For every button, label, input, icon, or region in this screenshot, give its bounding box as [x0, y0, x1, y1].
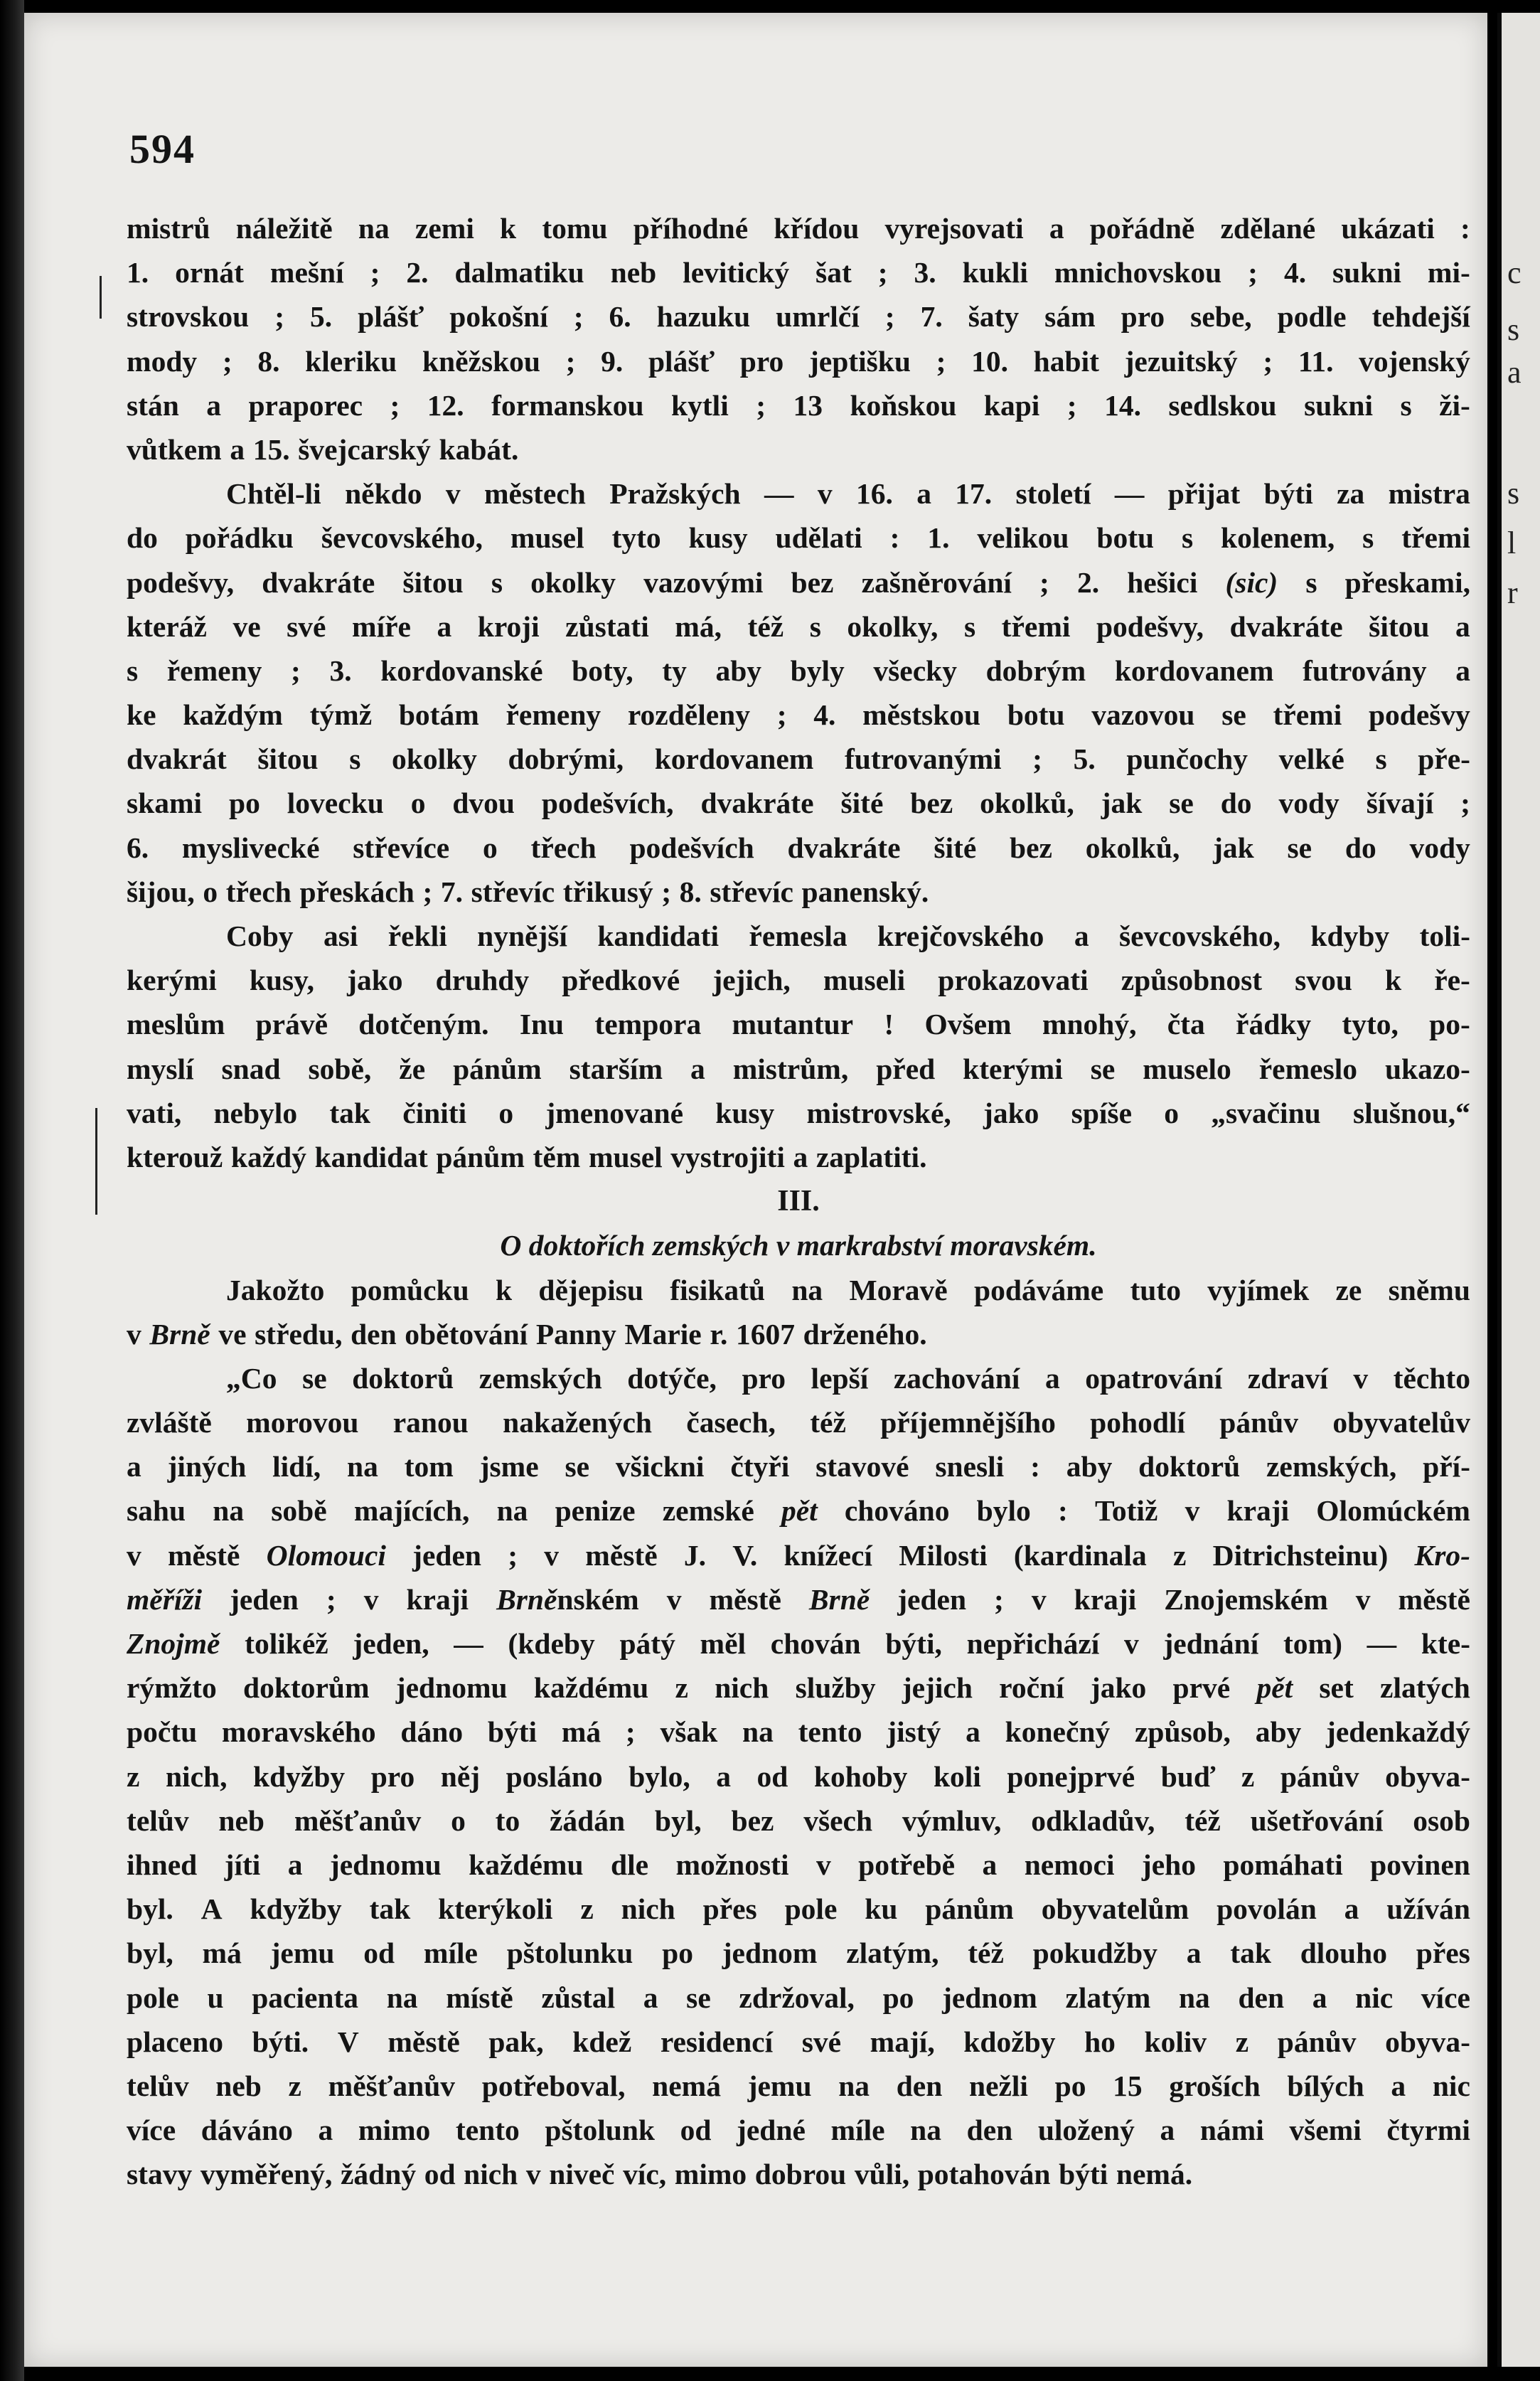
text-line: stavy vyměřený, žádný od nich v niveč víc, mimo dobrou vůli, potahován býti nemá.	[127, 2158, 1193, 2191]
section-title: O doktořích zemských v markrabství moravském.	[500, 1229, 1097, 1262]
text-line: dvakrát šitou s okolky dobrými, kordovanem futrovanými ; 5. punčochy velké s pře-	[127, 742, 1470, 776]
text-line: Jakožto pomůcku k dějepisu fisikatů na Moravě podáváme tuto vyjímek ze sněmu	[226, 1273, 1470, 1306]
text-line: pole u pacienta na místě zůstal a se zdržoval, po jednom zlatým na den a nic více	[127, 1981, 1470, 2014]
text-line: mody ; 8. kleriku kněžskou ; 9. plášť pro jeptišku ; 10. habit jezuitský ; 11. vojenský	[127, 344, 1470, 378]
text-line: vati, nebylo tak činiti o jmenované kusy mistrovské, jako spíše o „svačinu slušnou,“	[127, 1096, 1470, 1129]
text-line: zvláště morovou ranou nakažených časech, též příjemnějšího pohodlí pánův obyvatelův	[127, 1406, 1470, 1439]
text-line: do pořádku ševcovského, musel tyto kusy udělati : 1. velikou botu s kolenem, s třemi	[127, 521, 1470, 555]
text-line: byl. A kdyžby tak kterýkoli z nich přes pole ku pánům obyvatelům povolán a užíván	[127, 1892, 1470, 1926]
text-line: Znojmě tolikéž jeden, — (kdeby pátý měl chován býti, nepřichází v jednání tom) — kte-	[127, 1627, 1470, 1660]
text-line: stán a praporec ; 12. formanskou kytli ; 13 koňskou kapi ; 14. sedlskou sukni s ži-	[127, 388, 1470, 422]
text-line: „Co se doktorů zemských dotýče, pro lepší zachování a opatrování zdraví v těchto	[226, 1361, 1470, 1395]
text-line: s řemeny ; 3. kordovanské boty, ty aby byly všecky dobrým kordovanem futrovány a	[127, 654, 1470, 687]
text-line: 6. myslivecké střevíce o třech podešvích dvakráte šité bez okolků, jak se do vody	[127, 831, 1470, 864]
text-line: ke každým týmž botám řemeny rozděleny ; 4. městskou botu vazovou se třemi podešvy	[127, 698, 1470, 732]
text-line: v Brně ve středu, den obětování Panny Marie r. 1607 drženého.	[127, 1317, 927, 1351]
text-line: kteráž ve své míře a kroji zůstati má, též s okolky, s třemi podešvy, dvakráte šitou a	[127, 609, 1470, 643]
text-line: ihned jíti a jednomu každému dle možnosti v potřebě a nemoci jeho pomáhati povinen	[127, 1848, 1470, 1881]
text-line: více dáváno a mimo tento pštolunk od jedné míle na den uložený a námi všemi čtyrmi	[127, 2114, 1470, 2147]
text-line: rýmžto doktorům jednomu každému z nich služby jejich roční jako prvé pět set zlatých	[127, 1671, 1470, 1705]
text-line: meslům právě dotčeným. Inu tempora mutantur ! Ovšem mnohý, čta řádky tyto, po-	[127, 1008, 1470, 1041]
text-line: podešvy, dvakráte šitou s okolky vazovými bez zašněrování ; 2. hešici (sic) s přeskami,	[127, 565, 1470, 599]
text-line: telův neb měšťanův o to žádán byl, bez všech výmluv, odkladův, též ušetřování osob	[127, 1804, 1470, 1837]
text-line: skami po lovecku o dvou podešvích, dvakráte šité bez okolků, jak se do vody šívají ;	[127, 787, 1470, 820]
text-line: vůtkem a 15. švejcarský kabát.	[127, 432, 519, 466]
text-line: strovskou ; 5. plášť pokošní ; 6. hazuku umrlčí ; 7. šaty sám pro sebe, podle tehdejší	[127, 300, 1470, 334]
page-number: 594	[129, 126, 196, 172]
scan-border-left	[0, 0, 24, 2381]
text-line: počtu moravského dáno býti má ; však na tento jistý a konečný způsob, aby jedenkaždý	[127, 1715, 1470, 1749]
text-line: placeno býti. V městě pak, kdež residencí své mají, kdožby ho koliv z pánův obyva-	[127, 2025, 1470, 2058]
text-line: 1. ornát mešní ; 2. dalmatiku neb levitický šat ; 3. kukli mnichovskou ; 4. sukni mi-	[127, 256, 1470, 289]
adjacent-page-edge: c s a s l r	[1497, 13, 1540, 2367]
text-line: telův neb z měšťanův potřeboval, nemá jemu na den nežli po 15 groších bílých a nic	[127, 2069, 1470, 2102]
text-line: kerými kusy, jako druhdy předkové jejich, museli prokazovati způsobnost svou k ře-	[127, 964, 1470, 997]
body-text	[127, 206, 1470, 2196]
text-line: z nich, kdyžby pro něj posláno bylo, a od kohoby koli ponejprvé buď z pánův obyva-	[127, 1759, 1470, 1793]
text-line: Chtěl-li někdo v městech Pražských — v 16. a 17. století — přijat býti za mistra	[226, 477, 1470, 511]
text-line: šijou, o třech přeskách ; 7. střevíc třikusý ; 8. střevíc panenský.	[127, 875, 929, 908]
text-line: myslí snad sobě, že pánům starším a mistrům, před kterými se muselo řemeslo ukazo-	[127, 1052, 1470, 1085]
text-line: mistrů náležitě na zemi k tomu příhodné křídou vyrejsovati a pořádně zdělané ukázati :	[127, 212, 1470, 245]
text-line: a jiných lidí, na tom jsme se všickni čtyři stavové snesli : aby doktorů zemských, pří-	[127, 1450, 1470, 1484]
section-numeral: III.	[777, 1185, 820, 1218]
margin-mark	[100, 276, 102, 319]
text-line: měříži jeden ; v kraji Brněnském v městě Brně jeden ; v kraji Znojemském v městě	[127, 1582, 1470, 1616]
text-line: kterouž každý kandidat pánům těm musel vystrojiti a zaplatiti.	[127, 1140, 927, 1173]
text-line: v městě Olomouci jeden ; v městě J. V. knížecí Milosti (kardinala z Ditrichsteinu) Kro-	[127, 1538, 1470, 1572]
text-line: sahu na sobě majících, na penize zemské pět chováno bylo : Totiž v kraji Olomúckém	[127, 1494, 1470, 1528]
text-line: byl, má jemu od míle pštolunku po jednom zlatým, též pokudžby a tak dlouho přes	[127, 1937, 1470, 1970]
margin-mark	[95, 1108, 97, 1215]
scanned-page	[24, 13, 1487, 2367]
text-line: Coby asi řekli nynější kandidati řemesla krejčovského a ševcovského, kdyby toli-	[226, 920, 1470, 952]
